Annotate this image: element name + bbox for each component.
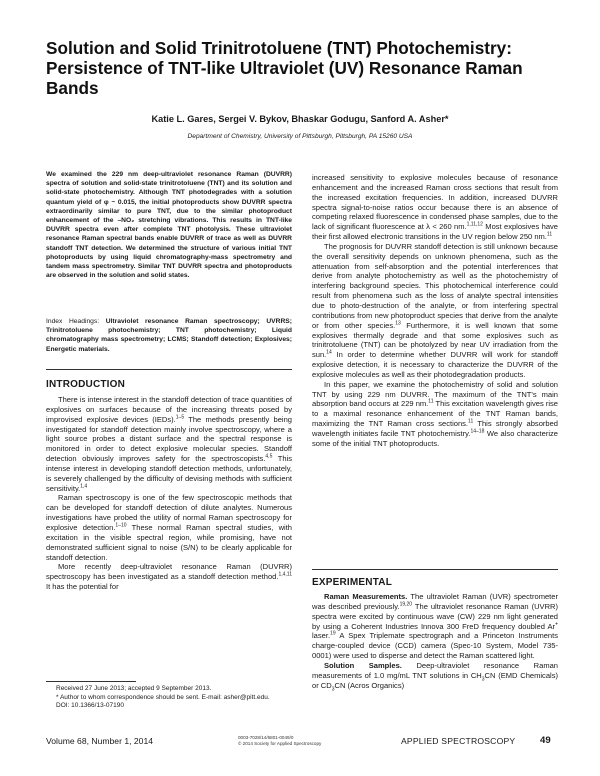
citation: 1–5 xyxy=(175,414,185,421)
right-p3-text-d: We also characterize some of the initial TNT photoproducts. xyxy=(312,428,558,448)
issn: 0003-7028/14/6801-0049/0 xyxy=(238,735,294,740)
right-p3-text-c: This strongly absorbed wavelength initiates facile TNT photochemistry. xyxy=(312,419,558,438)
subscript: 3 xyxy=(481,676,485,683)
right-p3-text-b: This excitation wavelength gives rise to a maximal resonance enhancement of the TNT Raman bands, maximizing the TNT Raman cross sections. xyxy=(312,399,558,429)
right-paragraph-1 xyxy=(312,173,558,242)
section-divider xyxy=(312,569,558,570)
citation: 4,5 xyxy=(265,453,273,460)
right-paragraph-2 xyxy=(312,242,558,380)
article-title: Solution and Solid Trinitrotoluene (TNT) Photochemistry: Persistence of TNT-like Ultraviolet (UV) Resonance Raman Bands xyxy=(46,38,523,98)
raman-text-b: The ultraviolet resonance Raman (UVRR) spectra were excited by continuous wave (CW) 229 nm light generated by using a Coherent Industries Innova 300 FreD frequency doubled Ar xyxy=(312,601,558,631)
intro-paragraph-3 xyxy=(46,562,292,592)
citation: 1,11,12 xyxy=(466,221,483,228)
raman-text-d: A Spex Triplemate spectrograph and a Princeton Instruments charge-coupled device (CCD) camera (Spec-10 System, Model 735-0001) were used to disperse and detect the Raman scattered light. xyxy=(312,631,558,661)
intro-p2-text-b: These normal Raman spectral studies, with excitation in the visible spectral region, while promising, have not demonstrated sufficient signal to noise (S/N) to be clearly applicable for standoff detection. xyxy=(46,522,292,562)
raman-measurements-title: Raman Measurements. xyxy=(324,592,408,601)
introduction-body xyxy=(46,395,292,592)
intro-p1-text-b: The methods presently being investigated for standoff detection mainly involve spectroscopy, where a light source probes a distant surface and the spectral response is monitored in order to detect explosive molecular species. Standoff detection obviously improves safety for the spectroscopists. xyxy=(46,414,292,464)
citation: 14–18 xyxy=(470,428,485,435)
citation: 1,4 xyxy=(80,483,88,490)
raman-measurements-paragraph xyxy=(312,592,558,661)
intro-paragraph-2 xyxy=(46,493,292,562)
right-p2-text-b: Furthermore, it is well known that some explosives thermally degrade and that some explosives such as trinitrotoluene (TNT) can be photolyzed by near UV irradiation from the sun. xyxy=(312,320,558,360)
footnote xyxy=(46,685,292,711)
section-divider xyxy=(46,369,292,370)
right-column-body xyxy=(312,173,558,449)
citation: 1,4,11 xyxy=(278,571,292,578)
doi: DOI: 10.1366/13-07190 xyxy=(56,702,124,710)
citation: 11 xyxy=(428,398,434,405)
citation: 13 xyxy=(395,320,401,327)
received-date: Received 27 June 2013; accepted 9 September 2013. xyxy=(56,685,212,692)
intro-p2-text-a: Raman spectroscopy is one of the few spectroscopic methods that can be developed for standoff detection of dilute analytes. Numerous investigations have probed the utility of normal Raman spectroscopy for explosive detection. xyxy=(46,493,292,532)
index-headings xyxy=(46,317,292,354)
solution-text-c: CN (Acros Organics) xyxy=(334,680,405,690)
solution-text-a: Deep-ultraviolet resonance Raman measurements of 1.0 mg/mL TNT solutions in CH xyxy=(312,660,559,680)
citation: 14 xyxy=(326,349,332,356)
footnote-divider xyxy=(46,681,136,682)
citation: 19 xyxy=(330,630,336,637)
citation: 11 xyxy=(546,231,553,238)
intro-p1-text-a: There is intense interest in the standoff detection of trace quantities of explosives on surfaces because of the increasing threats posed by improvised explosive devices (IEDs). xyxy=(46,395,292,424)
raman-text-c: laser. xyxy=(312,631,331,641)
copyright-block xyxy=(238,735,321,747)
right-p2-text-c: In order to determine whether DUVRR will work for standoff explosive detection, it is necessary to characterize the DUVRR of the explosive molecules as well as their photodegradation products. xyxy=(312,350,558,379)
right-p2-text-a: The prognosis for DUVRR standoff detection is still unknown because the overall sensitivity depends on unknown phenomena, such as the attenuation from self-absorption and the potential interferences that derive from analyte photochemistry as well as the photochemistry of interfering background species. This photochemical interference could result from phenomena such as the loss of analyte spectral intensities due to photo-destruction of the analyte, or from interfering spectral contributions from new photoproduct species that derive from the analyte or from other species. xyxy=(312,241,558,330)
index-headings-terms: Ultraviolet resonance Raman spectroscopy; UVRRS; Trinitrotoluene photochemistry; TNT photochemistry; Liquid chromatography mass spectrometry; LCMS; Standoff detection; Explosives; Energetic materials. xyxy=(46,318,292,353)
abstract: We examined the 229 nm deep-ultraviolet resonance Raman (DUVRR) spectra of solution and solid-state trinitrotoluene (TNT) and its solution and solid-state photochemistry. Although TNT photodegrades with a solution quantum yield of φ ~ 0.015, the initial photoproducts show DUVRR spectra extraordinarily similar to pure TNT, due to the similar photoproduct enhancement of the –NO₂ stretching vibrations. This results in TNT-like DUVRR spectra even after complete TNT photolysis. These ultraviolet resonance Raman spectral bands enable DUVRR of trace as well as DUVRR standoff TNT detection. We determined the structure of various initial TNT photoproducts by using liquid chromatography-mass spectrometry and tandem mass spectrometry. Similar TNT DUVRR spectra and photoproducts are observed in the solution and solid states. xyxy=(46,171,292,280)
superscript: + xyxy=(555,621,558,628)
volume-info: Volume 68, Number 1, 2014 xyxy=(46,736,154,746)
raman-text-a: The ultraviolet Raman (UVR) spectrometer was described previously. xyxy=(312,592,558,611)
experimental-body xyxy=(312,592,559,693)
intro-paragraph-1 xyxy=(46,395,292,493)
solution-samples-paragraph xyxy=(312,661,558,691)
citation: 19,20 xyxy=(399,601,413,608)
intro-p3-text-b: It has the potential for xyxy=(46,582,119,592)
experimental-heading: EXPERIMENTAL xyxy=(312,577,392,588)
right-paragraph-3 xyxy=(312,380,558,449)
right-p1-text-b: Most explosives have their first allowed electronic transitions in the UV region below 250 nm. xyxy=(312,222,558,242)
intro-p1-text-c: This intense interest in developing standoff detection methods, unfortunately, is severely challenged by the difficulty of devising methods with sufficient sensitivity. xyxy=(46,454,293,493)
correspondence-note: * Author to whom correspondence should be sent. E-mail: asher@pitt.edu. xyxy=(56,693,270,701)
citation: 1–10 xyxy=(115,522,127,529)
right-p3-text-a: In this paper, we examine the photochemistry of solid and solution TNT by using 229 nm DUVRR. The maximum of the TNT's main absorption band occurs at 229 nm. xyxy=(312,379,558,409)
right-p1-text-a: increased sensitivity to explosive molecules because of resonance enhancement and the increased Raman cross sections that result from the increased excitation frequencies. In addition, increased DUVRR spectra signal-to-noise ratios occur because there is an absence of competing relaxed fluorescence in condensed phase samples, due to the lack of significant fluorescence at λ < 260 nm. xyxy=(312,173,558,232)
copyright: © 2014 Society for Applied Spectroscopy xyxy=(238,741,322,747)
solution-samples-title: Solution Samples. xyxy=(324,660,402,670)
introduction-heading: INTRODUCTION xyxy=(46,379,126,390)
intro-p3-text-a: More recently deep-ultraviolet resonance Raman (DUVRR) spectroscopy has been investigated as a standoff detection method. xyxy=(46,562,292,582)
subscript: 3 xyxy=(331,686,335,693)
affiliation: Department of Chemistry, University of Pittsburgh, Pittsburgh, PA 15260 USA xyxy=(187,133,413,140)
index-headings-label: Index Headings: xyxy=(46,318,106,325)
page-number: 49 xyxy=(540,735,551,746)
citation: 11 xyxy=(468,418,474,425)
journal-name: APPLIED SPECTROSCOPY xyxy=(401,736,516,746)
author-list: Katie L. Gares, Sergei V. Bykov, Bhaskar Godugu, Sanford A. Asher* xyxy=(151,114,449,124)
solution-text-b: CN (EMD Chemicals) or CD xyxy=(312,670,558,690)
